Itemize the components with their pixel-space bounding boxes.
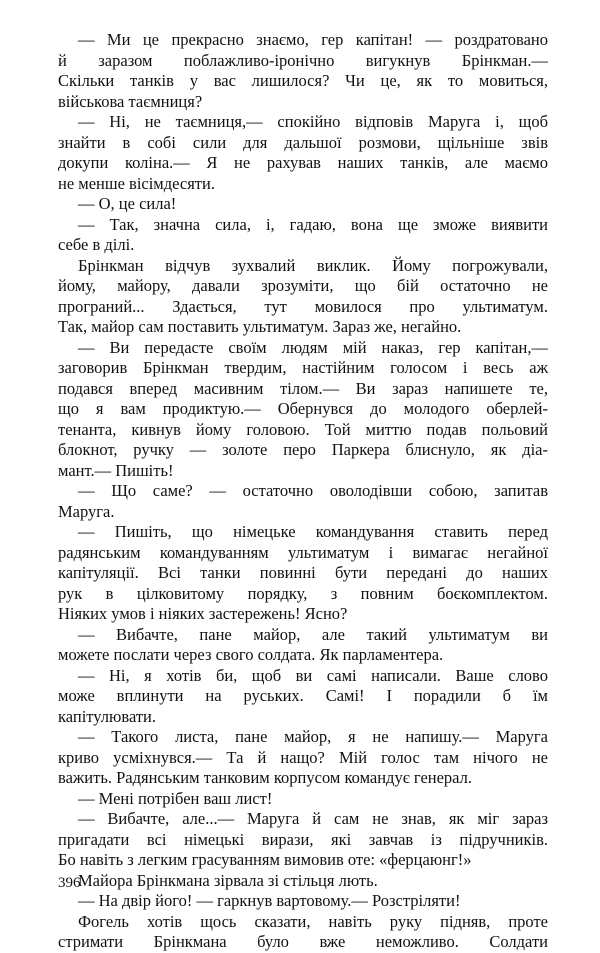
text-line: капітуляції. Всі танки повинні бути передані до наших <box>58 563 548 582</box>
text-line: Ніяких умов і ніяких застережень! Ясно? <box>58 604 348 623</box>
text-line: стримати Брінкмана було вже неможливо. Солдати <box>58 932 548 951</box>
text-line: — Так, значна сила, і, гадаю, вона ще зможе виявити <box>78 214 548 234</box>
text-line: — Вибачте, але...— Маруга й сам не знав, як міг зараз <box>78 809 548 828</box>
text-line: — Пишіть, що німецьке командування ставить перед <box>78 522 548 541</box>
text-line: важить. Радянським танковим корпусом командує генерал. <box>58 768 473 787</box>
text-line: може вплинути на руських. Самі! І порадили б їм <box>58 686 548 705</box>
text-line: подався вперед масивним тілом.— Ви зараз напишете те, <box>58 378 548 398</box>
text-line: Скільки танків у вас лишилося? Чи це, як то мовиться, <box>58 71 548 90</box>
text-line: — Ні, не таємниця,— спокійно відповів Маруга і, щоб <box>78 112 548 131</box>
text-line: — Що саме? — остаточно оволодівши собою, запитав <box>78 481 548 500</box>
text-line: що я вам продиктую.— Обернувся до молодого оберлей- <box>58 399 548 418</box>
page-number: 396 <box>58 875 81 891</box>
text-line: не менше вісімдесяти. <box>58 173 215 193</box>
text-line: докупи коліна.— Я не рахував наших танків, але маємо <box>58 153 548 172</box>
body-text <box>58 30 548 953</box>
text-line: рук в цілковитому порядку, з повним боєкомплектом. <box>58 583 548 603</box>
text-line: Фогель хотів щось сказати, навіть руку підняв, проте <box>78 911 548 931</box>
text-line: знайти в собі сили для дальшої розмови, щільніше звів <box>58 132 548 152</box>
text-line: мант.— Пишіть! <box>58 460 174 480</box>
text-line: — О, це сила! <box>78 194 177 213</box>
text-line: й заразом поблажливо-іронічно вигукнув Брінкман.— <box>58 50 548 70</box>
text-line: тенанта, кивнув йому головою. Той миттю подав польовий <box>58 419 548 439</box>
text-line: йому, майору, давали зрозуміти, що бій остаточно не <box>58 276 548 295</box>
text-line: — Вибачте, пане майор, але такий ультиматум ви <box>78 624 548 644</box>
text-line: Бо навіть з легким грасуванням вимовив оте: «ферцаюнг!» <box>58 850 472 869</box>
text-line: пригадати всі німецькі вирази, які завчав із підручників. <box>58 829 548 849</box>
text-line: себе в ділі. <box>58 235 135 254</box>
text-line: військова таємниця? <box>58 91 203 111</box>
text-line: радянським командуванням ультиматум і вимагає негайної <box>58 542 548 562</box>
text-line: — Ви передасте своїм людям мій наказ, гер капітан,— <box>78 337 548 357</box>
text-line: блокнот, ручку — золоте перо Паркера блиснуло, як діа- <box>58 440 548 459</box>
text-line: — Ми це прекрасно знаємо, гер капітан! — роздратовано <box>78 30 548 49</box>
text-line: капітулювати. <box>58 706 157 726</box>
text-line: Майора Брінкмана зірвала зі стільця лють. <box>78 870 378 890</box>
text-line: — Мені потрібен ваш лист! <box>78 788 273 808</box>
text-line: Так, майор сам поставить ультиматум. Зараз же, негайно. <box>58 317 462 336</box>
text-line: — Ні, я хотів би, щоб ви самі написали. Ваше слово <box>78 665 548 685</box>
text-line: програний... Здається, тут мовилося про ультиматум. <box>58 296 548 316</box>
text-line: — Такого листа, пане майор, я не напишу.— Маруга <box>78 727 548 746</box>
text-line: Брінкман відчув зухвалий виклик. Йому погрожували, <box>78 255 548 275</box>
text-line: — На двір його! — гаркнув вартовому.— Розстріляти! <box>78 891 461 910</box>
text-line: можете послати через свого солдата. Як парламентера. <box>58 645 444 664</box>
text-line: заговорив Брінкман твердим, настійним голосом і весь аж <box>58 358 548 377</box>
text-line: криво усміхнувся.— Та й нащо? Мій голос там нічого не <box>58 747 548 767</box>
text-line: Маруга. <box>58 501 115 521</box>
